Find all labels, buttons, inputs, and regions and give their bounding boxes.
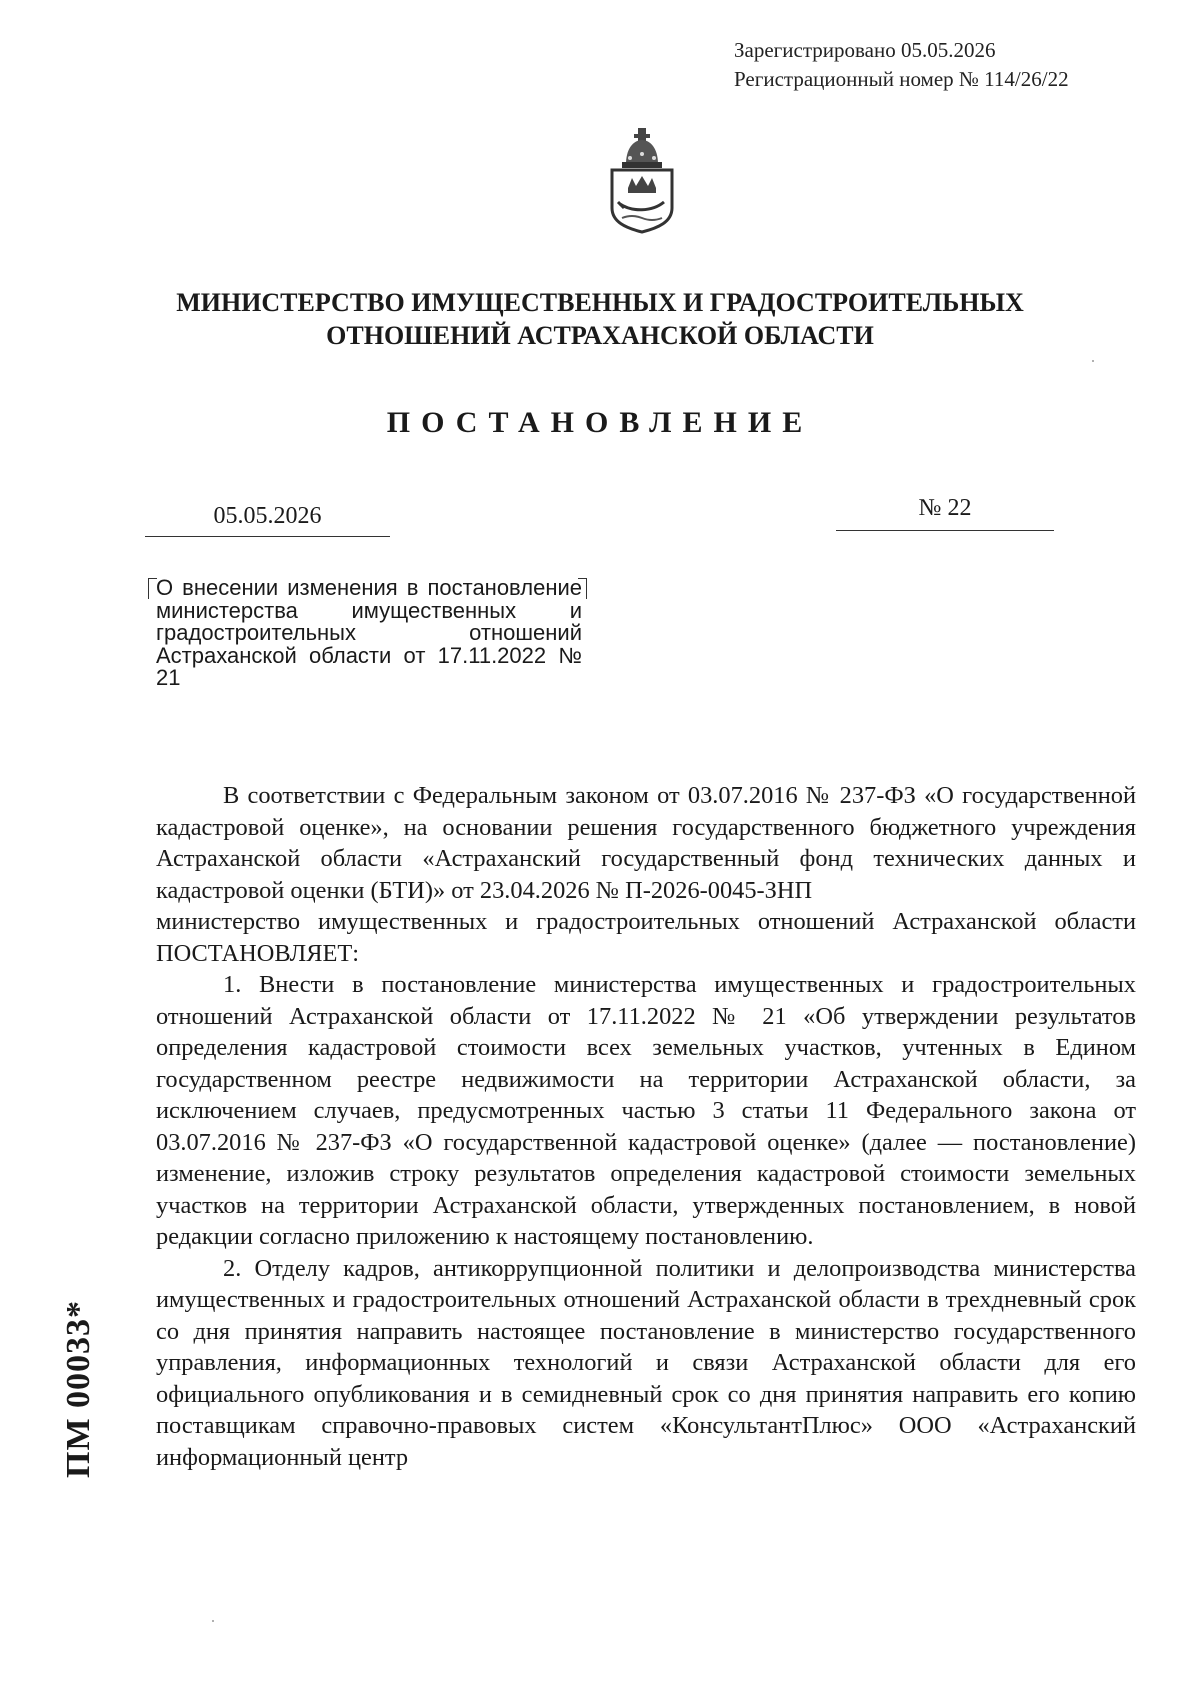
registration-block [734,36,1069,94]
preamble-paragraph: В соответствии с Федеральным законом от 03.07.2016 № 237-ФЗ «О государственной кадастровой оценке», на основании решения государственного бюджетного учреждения Астраханской области «Астраханский государственный фонд технических данных и кадастровой оценки (БТИ)» от 23.04.2026 № П-2026-0045-ЗНП [156,782,1136,904]
registration-number: Регистрационный номер № 114/26/22 [734,67,1069,91]
side-stamp: ПМ 00033* [60,1299,97,1478]
decree-date: 05.05.2026 [145,503,390,537]
item-2-paragraph: 2. Отделу кадров, антикоррупционной политики и делопроизводства министерства имущественных и градостроительных отношений Астраханской области в трехдневный срок со дня принятия направить настоящее постановление в министерство государственного управления, информационных технологий и связи Астраханской области для его официального опубликования и в семидневный срок со дня принятия направить его копию поставщикам справочно-правовых систем «КонсультантПлюс» ООО «Астраханский информационный центр [156,1254,1136,1471]
document-title: ПОСТАНОВЛЕНИЕ [386,406,814,439]
decree-body [156,780,1136,1473]
scan-speck [212,1620,214,1622]
coat-of-arms-icon [600,124,684,236]
registration-date: Зарегистрировано 05.05.2026 [734,38,996,62]
decree-number: № 22 [836,495,1054,531]
decrees-paragraph: министерство имущественных и градостроительных отношений Астраханской области ПОСТАНОВЛЯЕТ: [156,908,1136,967]
decree-subject: О внесении изменения в постановление министерства имущественных и градостроительных отношений Астраханской области от 17.11.2022 № 21 [156,575,582,690]
ministry-line-1: МИНИСТЕРСТВО ИМУЩЕСТВЕННЫХ И ГРАДОСТРОИТЕЛЬНЫХ [176,288,1024,317]
ministry-line-2: ОТНОШЕНИЙ АСТРАХАНСКОЙ ОБЛАСТИ [326,321,874,350]
ministry-name [150,286,1050,352]
item-1-paragraph: 1. Внести в постановление министерства имущественных и градостроительных отношений Астраханской области от 17.11.2022 № 21 «Об утверждении результатов определения кадастровой стоимости всех земельных участков, учтенных в Едином государственном реестре недвижимости на территории Астраханской области, за исключением случаев, предусмотренных частью 3 статьи 11 Федерального закона от 03.07.2016 № 237-ФЗ «О государственной кадастровой оценке» (далее — постановление) изменение, изложив строку результатов определения кадастровой стоимости земельных участков на территории Астраханской области, утвержденных постановлением, в новой редакции согласно приложению к настоящему постановлению. [156,971,1136,1250]
scan-speck [1092,360,1094,362]
